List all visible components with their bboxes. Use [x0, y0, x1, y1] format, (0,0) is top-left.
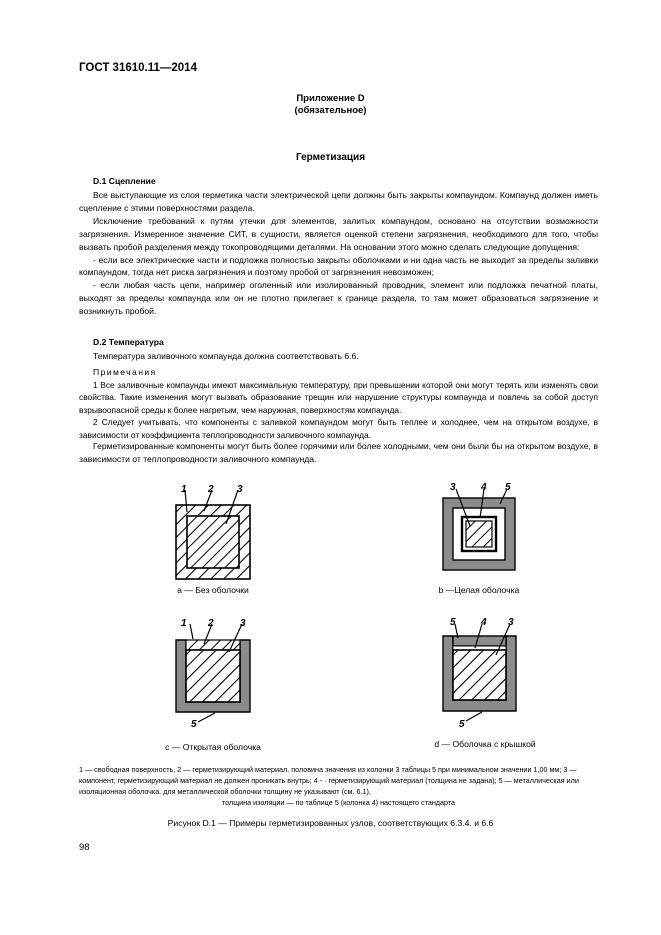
label-3: 3 [240, 618, 246, 629]
d1-paragraph: - если все электрические части и подложка полностью закрыты оболочками и ни одна часть не выходит за пределы заливки компаундом, тогда нет риска загрязнения и поэтому пробой от загрязнения невозможен; [79, 254, 598, 278]
figure-d1-drawing [0, 470, 661, 770]
d2-heading: D.2 Температура [93, 337, 164, 347]
label-4: 4 [481, 482, 487, 493]
diagram-a-no-enclosure [176, 490, 250, 579]
label-5: 5 [459, 719, 465, 730]
section-title: Герметизация [295, 152, 366, 163]
d1-paragraph: Исключение требований к путям утечки для элементов, залитых компаундом, основано на отсутствии возможности загрязнения. Измеренное значение СИТ, в сущности, является оценкой степени загрязнения, необходимого для того, чтобы вызвать пробой разделения между токопроводящими деталями. На основании этого можно сделать следующие допущения: [79, 215, 598, 252]
d1-heading: D.1 Сцепление [93, 176, 156, 186]
label-5: 5 [450, 617, 456, 628]
legend-text: толщина изоляции — по таблице 5 (колонка 4) настоящего стандарта [221, 798, 456, 807]
legend-text: 1 — свободная поверхность, 2 — герметизирующий материал. половина значения из колонки 3 таблицы 5 при минимальном значении 1,00 мм; 3 — компонент, герметизирующий материал не должен проникать внутрь; 4 - · герметизирующий материал (толщина не задана); 5 — металлическая или изоляционная оболочка. для металлической оболочки толщину не указывают (см. 6.1), [79, 765, 579, 796]
d1-paragraph: - если любая часть цепи, например оголенный или изолированный проводник, элемент или подложка печатной платы, выходят за пределы компаунда или он не плотно прилегает к границе раздела, то там может образоваться загрязнение и возникнуть пробой. [79, 280, 598, 317]
note-item: 1 Все заливочные компаунды имеют максимальную температуру, при превышении которой они могут терять или изменять свои свойства. Такие изменения могут вызвать образование трещин или нарушение структуры компаунда и повлечь за собой доступ взрывоопасной среды к более нагретым, чем наружная, поверхностям компаунда. [79, 380, 598, 415]
label-5: 5 [505, 482, 511, 493]
label-1: 1 [181, 484, 187, 495]
caption-d: d — Оболочка с крышкой [434, 739, 536, 749]
label-2: 2 [208, 618, 214, 629]
d2-closing [79, 440, 598, 466]
d2-paragraph: Температура заливочного компаунда должна соответствовать 6.6. [93, 351, 359, 361]
caption-c: c — Открытая оболочка [165, 742, 261, 752]
annex-heading [0, 93, 661, 117]
annex-status: (обязательное) [294, 105, 367, 116]
label-3: 3 [508, 617, 514, 628]
page-number: 98 [79, 842, 90, 853]
figure-caption: Рисунок D.1 — Примеры герметизированных узлов, соответствующих 6.3.4. и 6.6 [167, 818, 494, 828]
d2-body [79, 350, 598, 363]
caption-a: a — Без оболочки [177, 585, 249, 595]
notes-body [79, 379, 598, 441]
diagram-d-enclosure-with-lid [443, 624, 516, 721]
caption-b: b —Целая оболочка [438, 585, 520, 595]
annex-title: Приложение D [296, 93, 365, 104]
d1-paragraph: Все выступающие из слоя герметика части электрической цепи должны быть закрыты компаундом. Компаунд должен иметь сцепление с этими поверхностями раздела. [79, 190, 598, 213]
note-item: 2 Следует учитывать, что компоненты с заливкой компаундом могут быть теплее и холоднее, чем на открытом воздухе, в зависимости от коэффициента теплопроводности заливочного компаунда. [79, 417, 598, 440]
diagram-c-open-enclosure [176, 624, 250, 722]
label-4: 4 [481, 617, 487, 628]
figure-legend [79, 764, 598, 808]
label-3: 3 [450, 482, 456, 493]
d1-body [79, 189, 598, 318]
label-1: 1 [181, 618, 187, 629]
label-3: 3 [237, 484, 243, 495]
d2-paragraph: Герметизированные компоненты могут быть более горячими или более холодными, чем они были бы на открытом воздухе, в зависимости от теплопроводности заливочного компаунда. [79, 441, 598, 464]
label-2: 2 [208, 484, 214, 495]
label-5: 5 [191, 719, 197, 730]
document-header: ГОСТ 31610.11—2014 [79, 62, 197, 74]
diagram-b-full-enclosure [443, 489, 515, 570]
notes-heading: Примечания [93, 367, 157, 377]
